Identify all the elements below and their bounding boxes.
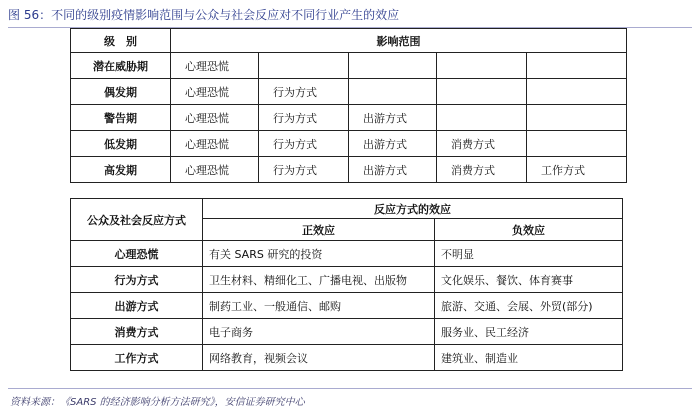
category-cell: 出游方式 (71, 293, 203, 319)
table-row (71, 157, 627, 183)
scope-cell (349, 53, 437, 79)
negative-cell: 服务业、民工经济 (435, 319, 623, 345)
category-cell: 工作方式 (71, 345, 203, 371)
header-level: 级 别 (71, 29, 171, 53)
table-row (71, 79, 627, 105)
scope-cell (437, 53, 527, 79)
scope-cell: 工作方式 (527, 157, 627, 183)
negative-cell: 旅游、交通、会展、外贸(部分) (435, 293, 623, 319)
table-row (71, 267, 623, 293)
source-divider (8, 388, 692, 389)
scope-cell: 行为方式 (259, 79, 349, 105)
scope-cell (437, 79, 527, 105)
scope-cell: 行为方式 (259, 131, 349, 157)
negative-cell: 不明显 (435, 241, 623, 267)
category-cell: 心理恐慌 (71, 241, 203, 267)
level-cell: 警告期 (71, 105, 171, 131)
scope-cell: 消费方式 (437, 157, 527, 183)
scope-cell: 心理恐慌 (171, 53, 259, 79)
level-cell: 潜在威胁期 (71, 53, 171, 79)
table-row (71, 345, 623, 371)
figure-title-bar (8, 5, 692, 28)
scope-cell (259, 53, 349, 79)
scope-cell: 出游方式 (349, 105, 437, 131)
header-positive: 正效应 (203, 219, 435, 241)
scope-cell (527, 131, 627, 157)
source-note: 资料来源：《SARS 的经济影响分析方法研究》，安信证券研究中心 (10, 397, 305, 408)
positive-cell: 电子商务 (203, 319, 435, 345)
table-row (71, 319, 623, 345)
response-effect-table (70, 198, 623, 371)
scope-cell: 行为方式 (259, 157, 349, 183)
scope-cell (437, 105, 527, 131)
scope-cell: 心理恐慌 (171, 105, 259, 131)
table1-header-row (71, 29, 627, 53)
table-row (71, 53, 627, 79)
header-effect: 反应方式的效应 (203, 199, 623, 219)
header-negative: 负效应 (435, 219, 623, 241)
header-scope: 影响范围 (171, 29, 627, 53)
category-cell: 消费方式 (71, 319, 203, 345)
table-row (71, 131, 627, 157)
table-row (71, 241, 623, 267)
scope-cell: 心理恐慌 (171, 157, 259, 183)
positive-cell: 有关 SARS 研究的投资 (203, 241, 435, 267)
positive-cell: 卫生材料、精细化工、广播电视、出版物 (203, 267, 435, 293)
scope-cell (527, 79, 627, 105)
scope-cell: 出游方式 (349, 157, 437, 183)
table-row (71, 293, 623, 319)
category-cell: 行为方式 (71, 267, 203, 293)
scope-cell: 行为方式 (259, 105, 349, 131)
scope-cell (527, 105, 627, 131)
scope-cell: 心理恐慌 (171, 131, 259, 157)
figure-title: 图 56：不同的级别疫情影响范围与公众与社会反应对不同行业产生的效应 (8, 8, 400, 22)
scope-cell: 心理恐慌 (171, 79, 259, 105)
table-row (71, 105, 627, 131)
level-cell: 高发期 (71, 157, 171, 183)
negative-cell: 文化娱乐、餐饮、体育赛事 (435, 267, 623, 293)
scope-cell (349, 79, 437, 105)
scope-cell (527, 53, 627, 79)
negative-cell: 建筑业、制造业 (435, 345, 623, 371)
positive-cell: 网络教育，视频会议 (203, 345, 435, 371)
level-cell: 偶发期 (71, 79, 171, 105)
impact-scope-table (70, 28, 627, 183)
scope-cell: 消费方式 (437, 131, 527, 157)
positive-cell: 制药工业、一般通信、邮购 (203, 293, 435, 319)
level-cell: 低发期 (71, 131, 171, 157)
header-category: 公众及社会反应方式 (71, 199, 203, 241)
scope-cell: 出游方式 (349, 131, 437, 157)
table2-header-row (71, 199, 623, 219)
